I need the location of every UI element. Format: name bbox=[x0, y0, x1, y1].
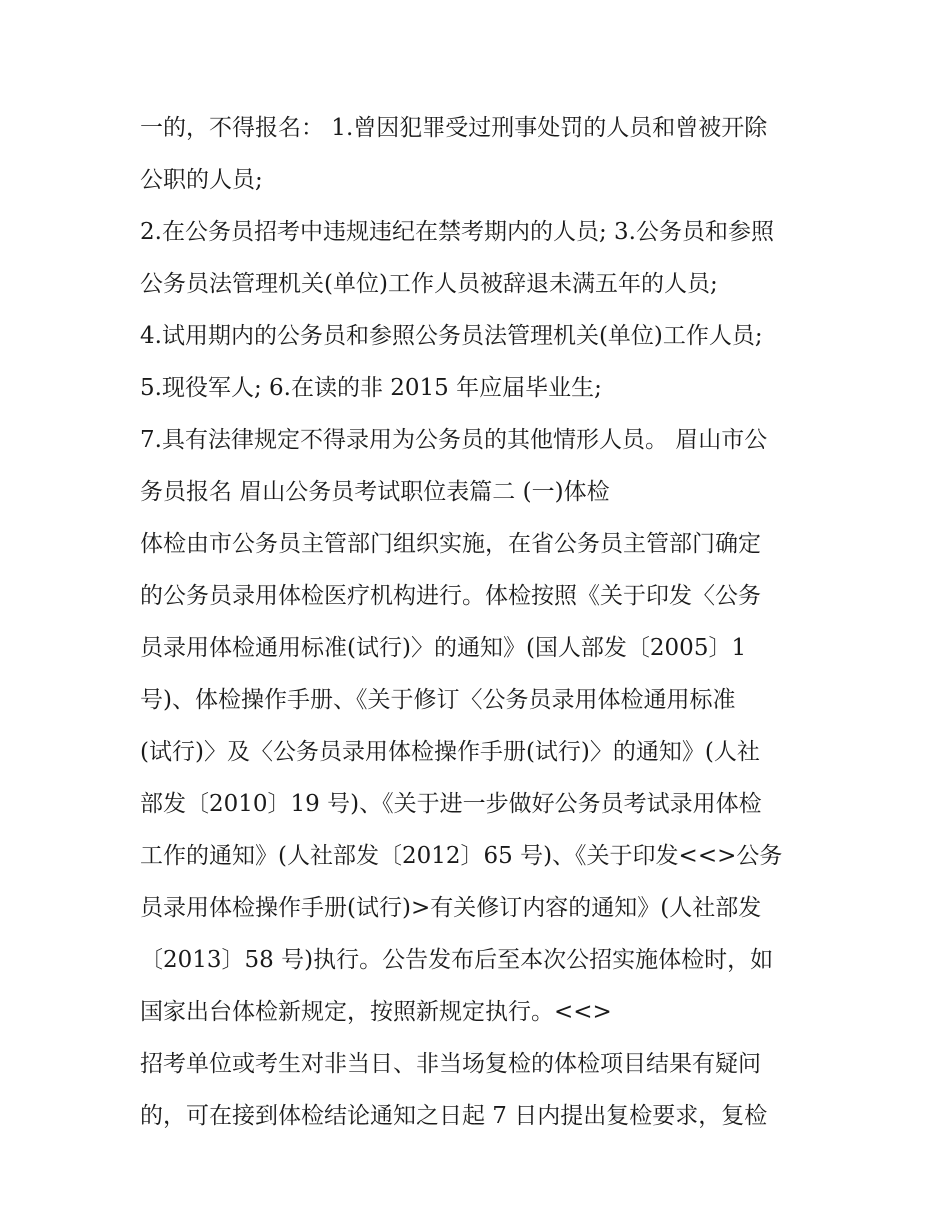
text-line: 5.现役军人; 6.在读的非 2015 年应届毕业生; bbox=[140, 375, 602, 401]
text-line: 〔2013〕58 号)执行。公告发布后至本次公招实施体检时，如 bbox=[140, 947, 774, 973]
text-line: 工作的通知》(人社部发〔2012〕65 号)、《关于印发<<>公务 bbox=[140, 843, 783, 869]
text-line: (试行)〉及〈公务员录用体检操作手册(试行)〉的通知》(人社 bbox=[140, 739, 760, 765]
text-line: 号)、体检操作手册、《关于修订〈公务员录用体检通用标准 bbox=[140, 687, 736, 713]
text-line: 4.试用期内的公务员和参照公务员法管理机关(单位)工作人员; bbox=[140, 323, 763, 349]
text-line: 员录用体检操作手册(试行)>有关修订内容的通知》(人社部发 bbox=[140, 895, 762, 921]
text-line: 务员报名 眉山公务员考试职位表篇二 (一)体检 bbox=[140, 479, 610, 505]
text-line: 公职的人员; bbox=[140, 167, 263, 193]
text-line: 的，可在接到体检结论通知之日起 7 日内提出复检要求，复检 bbox=[140, 1103, 768, 1129]
text-line: 一的，不得报名： 1.曾因犯罪受过刑事处罚的人员和曾被开除 bbox=[140, 115, 768, 141]
text-line: 2.在公务员招考中违规违纪在禁考期内的人员; 3.公务员和参照 bbox=[140, 219, 774, 245]
text-line: 的公务员录用体检医疗机构进行。体检按照《关于印发〈公务 bbox=[140, 583, 761, 609]
text-line: 7.具有法律规定不得录用为公务员的其他情形人员。 眉山市公 bbox=[140, 427, 768, 453]
text-line: 国家出台体检新规定，按照新规定执行。<<> bbox=[140, 999, 612, 1025]
document-body bbox=[140, 102, 820, 1142]
text-line: 部发〔2010〕19 号)、《关于进一步做好公务员考试录用体检 bbox=[140, 791, 762, 817]
text-line: 员录用体检通用标准(试行)〉的通知》(国人部发〔2005〕1 bbox=[140, 635, 747, 661]
text-line: 体检由市公务员主管部门组织实施，在省公务员主管部门确定 bbox=[140, 531, 761, 557]
text-line: 公务员法管理机关(单位)工作人员被辞退未满五年的人员; bbox=[140, 271, 718, 297]
text-line: 招考单位或考生对非当日、非当场复检的体检项目结果有疑问 bbox=[140, 1051, 761, 1077]
